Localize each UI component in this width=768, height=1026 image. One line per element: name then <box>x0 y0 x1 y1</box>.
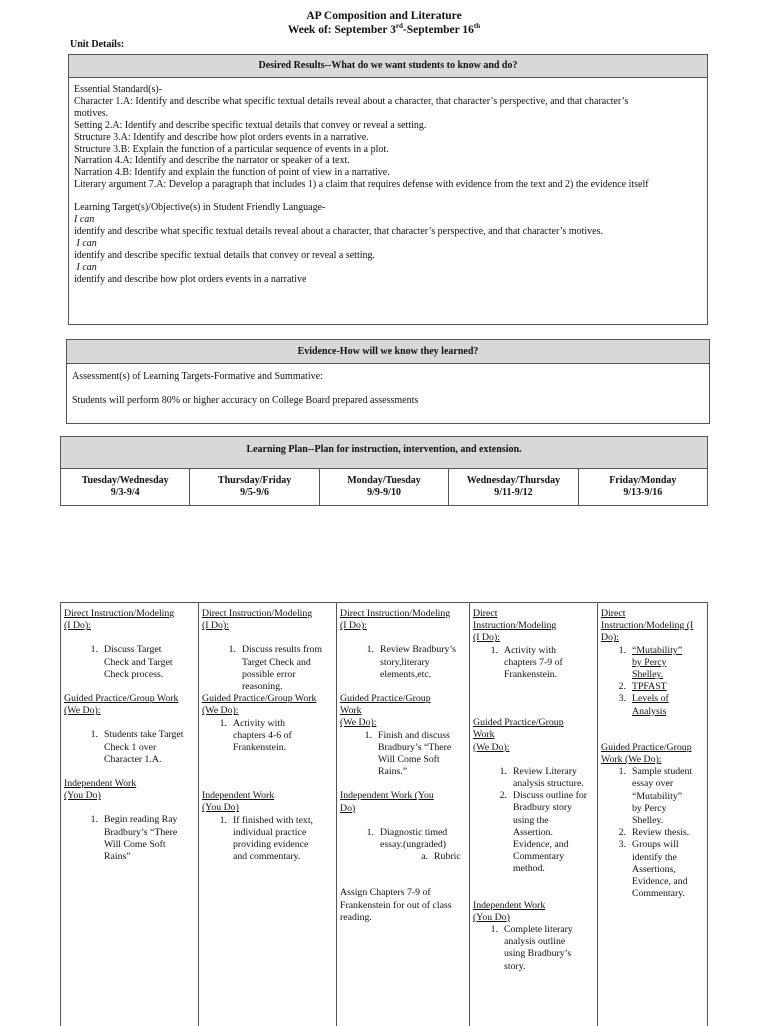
list <box>64 729 195 766</box>
list-item: 2. TPFAST <box>618 681 667 693</box>
section-heading: Work (We Do): <box>601 754 662 766</box>
section-heading: Direct <box>601 608 626 619</box>
section-heading: Guided Practice/Group <box>473 717 564 729</box>
list <box>340 827 466 851</box>
target-lead: I can <box>74 237 97 249</box>
list <box>202 815 333 864</box>
learning-plan-box <box>60 436 708 506</box>
standard-line: Narration 4.B: Identify and explain the function of point of view in a narrative. <box>74 167 390 179</box>
section-heading: (You Do) <box>473 911 510 923</box>
section-heading: Guided Practice/Group <box>340 693 431 705</box>
targets-label: Learning Target(s)/Objective(s) in Student Friendly Language- <box>74 202 326 214</box>
column-fri-mon <box>598 603 707 1026</box>
day-header: Tuesday/Wednesday 9/3-9/4 <box>61 469 190 506</box>
assignment-note: Assign Chapters 7-9 of <box>340 887 431 899</box>
list-item: a. Rubric <box>421 851 461 863</box>
section-heading: Do): <box>601 632 619 644</box>
section-heading: Independent Work <box>473 899 546 911</box>
standards-label: Essential Standard(s)- <box>74 84 163 95</box>
week-end-suffix: th <box>473 22 481 31</box>
column-wed-thu <box>470 603 598 1026</box>
list <box>202 644 333 693</box>
target-lead: I can <box>74 214 95 226</box>
day-header: Thursday/Friday 9/5-9/6 <box>190 469 319 506</box>
column-mon-tue <box>337 603 470 1026</box>
list-item: 3. Levels of Analysis <box>618 693 669 717</box>
list-item: 1. Activity with chapters 7-9 of Frankenstein. <box>490 644 563 681</box>
section-heading: (I Do): <box>340 620 367 632</box>
week-range <box>0 23 768 38</box>
desired-results-box <box>68 54 708 325</box>
list-item: 1. Complete literary analysis outline using Bradbury’s story. <box>490 924 573 972</box>
column-tue-wed <box>61 603 199 1026</box>
standard-line: Narration 4.A: Identify and describe the narrator or speaker of a text. <box>74 155 350 167</box>
list-item: 2. Review thesis. <box>618 827 690 839</box>
assignment-note: reading. <box>340 911 372 923</box>
standard-line: Setting 2.A: Identify and describe specific textual details that convey or reveal a setting. <box>74 119 427 131</box>
section-heading: Independent Work (You <box>340 790 434 802</box>
target-text: identify and describe specific textual details that convey or reveal a setting. <box>74 249 375 261</box>
section-heading: (We Do): <box>202 705 239 717</box>
list <box>64 644 195 681</box>
section-heading: Guided Practice/Group Work <box>64 693 179 705</box>
page-title: AP Composition and Literature <box>306 10 462 22</box>
list <box>473 766 594 876</box>
section-heading: Direct <box>473 608 498 619</box>
section-heading: Direct Instruction/Modeling <box>202 608 313 619</box>
list <box>473 645 594 682</box>
list-item: 1. “Mutability” by Percy Shelley. <box>618 644 683 681</box>
list-item: 1. Sample student essay over “Mutability” by Percy Shelley. <box>618 766 693 827</box>
standard-line: Character 1.A: Identify and describe what specific textual details reveal about a character, that character’s perspective, and that character’s <box>74 95 629 107</box>
section-heading: (I Do): <box>473 632 500 644</box>
assessment-text: Students will perform 80% or higher accuracy on College Board prepared assessments <box>72 395 419 406</box>
list-item: 1. Review Literary analysis structure. <box>499 765 584 790</box>
list-item: 1. Review Bradbury’s story,literary elements,etc. <box>366 644 456 680</box>
assignment-note: Frankenstein for out of class <box>340 899 452 911</box>
section-heading: Do) <box>340 802 356 814</box>
unit-details-label: Unit Details: <box>70 39 125 50</box>
list-item: 1. Activity with chapters 4-6 of Frankenstein. <box>219 717 292 754</box>
sub-list <box>340 851 466 863</box>
list-item: 1. Discuss Target Check and Target Check process. <box>90 644 173 680</box>
target-text: identify and describe what specific textual details reveal about a character, that character’s perspective, and that character’s motives. <box>74 225 603 237</box>
section-heading: (You Do) <box>64 790 101 802</box>
column-thu-fri <box>199 603 337 1026</box>
list <box>64 814 195 863</box>
target-text: identify and describe how plot orders events in a narrative <box>74 273 307 285</box>
list <box>340 644 466 681</box>
section-heading: Work <box>473 729 495 741</box>
list <box>202 718 333 755</box>
week-start: Week of: September 3 <box>287 24 396 36</box>
standard-line: motives. <box>74 107 109 119</box>
section-heading: Instruction/Modeling <box>473 620 557 632</box>
list <box>601 766 704 900</box>
section-heading: Direct Instruction/Modeling <box>340 608 451 619</box>
list-item: 1. Diagnostic timed essay.(ungraded) <box>366 826 448 851</box>
list <box>473 924 594 973</box>
evidence-box <box>66 339 710 424</box>
list-item: 2. Discuss outline for Bradbury story using the Assertion. Evidence, and Commentary method. <box>499 790 588 875</box>
evidence-heading: Evidence-How will we know they learned? <box>67 340 709 364</box>
learning-plan-heading: Learning Plan--Plan for instruction, intervention, and extension. <box>61 437 707 469</box>
day-header: Wednesday/Thursday 9/11-9/12 <box>449 469 578 506</box>
day-header: Friday/Monday 9/13-9/16 <box>609 475 677 498</box>
section-heading: Independent Work <box>64 778 137 790</box>
list-item: 1. If finished with text, individual practice providing evidence and commentary. <box>219 814 313 863</box>
standard-line: Structure 3.B: Explain the function of a particular sequence of events in a plot. <box>74 143 389 155</box>
day-header: Monday/Tuesday 9/9-9/10 <box>320 469 449 506</box>
section-heading: Direct Instruction/Modeling <box>64 608 175 619</box>
section-heading: Work <box>340 705 362 717</box>
list-item: 1. Begin reading Ray Bradbury’s “There Will Come Soft Rains” <box>90 814 178 863</box>
section-heading: (We Do): <box>340 717 377 729</box>
standard-line: Literary argument 7.A: Develop a paragraph that includes 1) a claim that requires defense with evidence from the text and 2) the evidence itself <box>74 179 649 191</box>
activity-grid <box>60 602 708 1026</box>
list-item: 3. Groups will identify the Assertions, Evidence, and Commentary. <box>618 839 688 900</box>
section-heading: (We Do): <box>473 741 510 753</box>
assessment-label: Assessment(s) of Learning Targets-Formative and Summative: <box>72 371 323 382</box>
section-heading: (I Do): <box>64 620 91 632</box>
section-heading: (You Do) <box>202 802 239 814</box>
list-item: 1. Finish and discuss Bradbury’s “There Will Come Soft Rains.” <box>364 729 452 778</box>
list-item: 1. Students take Target Check 1 over Character 1.A. <box>90 729 184 765</box>
standard-line: Structure 3.A: Identify and describe how plot orders events in a narrative. <box>74 131 369 143</box>
section-heading: (I Do): <box>202 620 229 632</box>
section-heading: (We Do): <box>64 705 101 717</box>
section-heading: Guided Practice/Group Work <box>202 693 317 705</box>
list <box>340 730 466 779</box>
list-item: 1. Discuss results from Target Check and possible error reasoning. <box>228 644 323 693</box>
desired-results-heading: Desired Results--What do we want students to know and do? <box>69 55 707 78</box>
list <box>601 645 704 718</box>
target-lead: I can <box>74 261 97 273</box>
week-end: -September 16 <box>402 24 474 36</box>
week-start-suffix: rd <box>395 22 403 31</box>
section-heading: Independent Work <box>202 790 275 802</box>
section-heading: Instruction/Modeling (I <box>601 620 694 632</box>
section-heading: Guided Practice/Group <box>601 741 692 753</box>
